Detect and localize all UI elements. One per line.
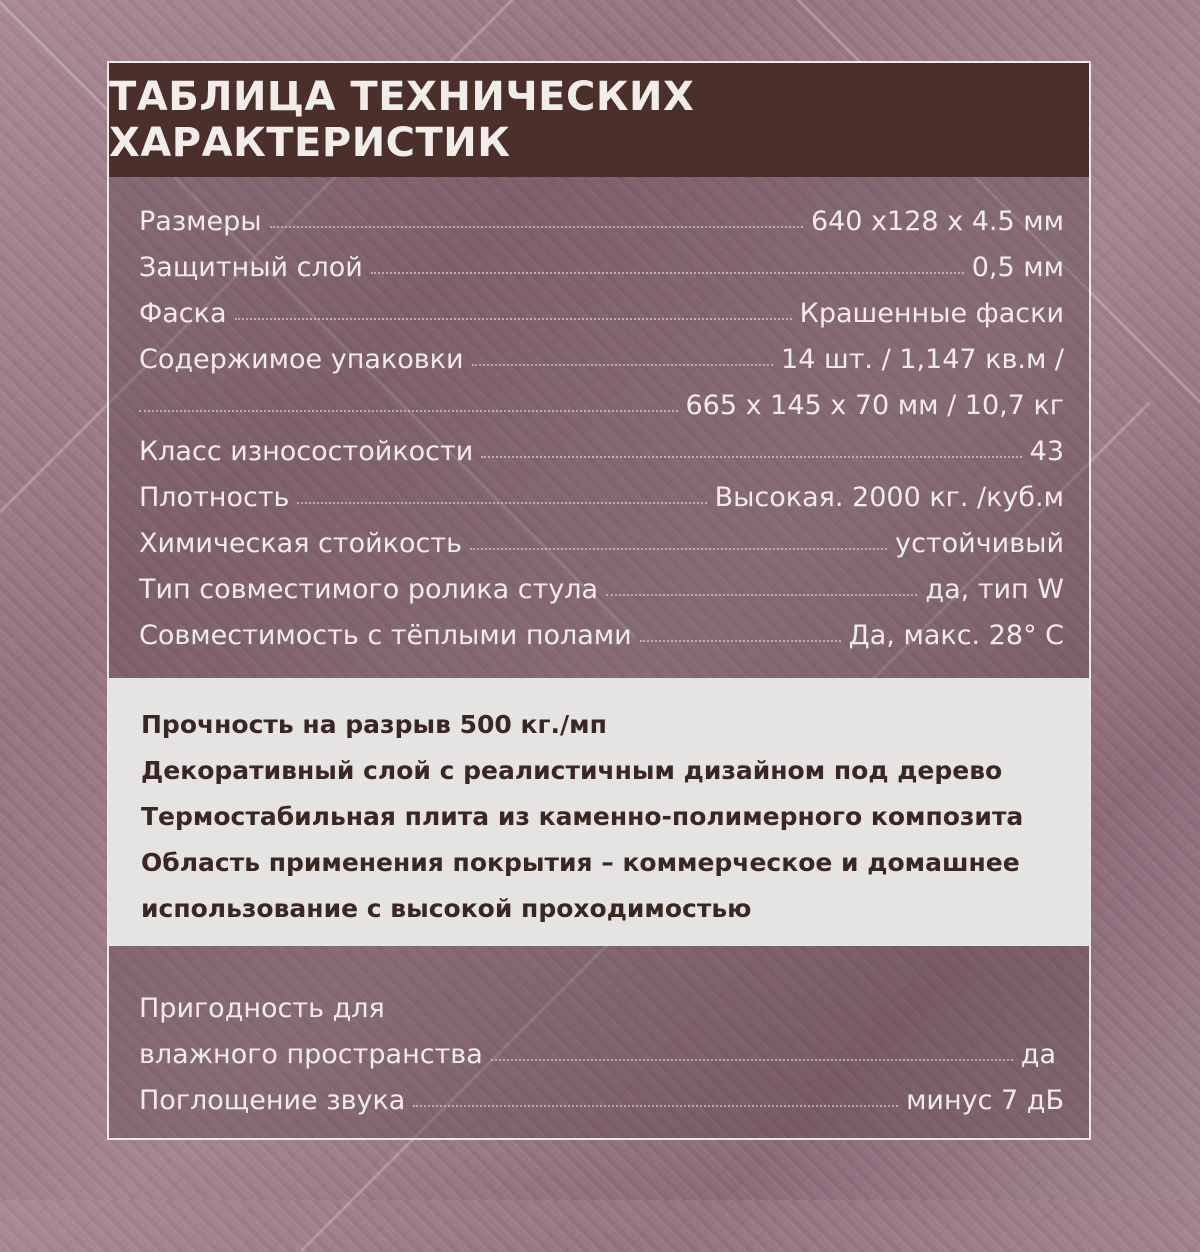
- dot-leader: [139, 410, 678, 412]
- spec-list: [139, 191, 1064, 651]
- dot-leader: [606, 594, 917, 596]
- spec-value: Крашенные фаски: [799, 298, 1064, 329]
- page-title: ТАБЛИЦА ТЕХНИЧЕСКИХ ХАРАКТЕРИСТИК: [109, 63, 1089, 177]
- spec-row: [139, 513, 1064, 559]
- spec-value: да: [1020, 1039, 1056, 1070]
- spec-value: устойчивый: [895, 528, 1064, 559]
- feature-line: Декоративный слой с реалистичным дизайном под дерево: [141, 756, 1003, 785]
- spec-value: минус 7 дБ: [906, 1085, 1064, 1116]
- spec-row: [139, 329, 1064, 375]
- spec-value: 14 шт. / 1,147 кв.м /: [781, 344, 1064, 375]
- spec-row: [139, 421, 1064, 467]
- spec-row: [139, 191, 1064, 237]
- spec-row: [139, 467, 1064, 513]
- spec-label: Размеры: [139, 206, 262, 237]
- spec-value: 640 x128 x 4.5 мм: [810, 206, 1064, 237]
- spec-value: 0,5 мм: [971, 252, 1064, 283]
- spec-row: [139, 283, 1064, 329]
- spec-label: Класс износостойкости: [139, 436, 474, 467]
- spec-value: Высокая. 2000 кг. /куб.м: [714, 482, 1064, 513]
- dot-leader: [481, 456, 1021, 458]
- feature-line: использование с высокой проходимостью: [141, 894, 752, 923]
- extra-specs: [139, 978, 1064, 1116]
- spec-label: Совместимость с тёплыми полами: [139, 620, 632, 651]
- dot-leader: [491, 1059, 1013, 1061]
- spec-label: Фаска: [139, 298, 227, 329]
- dot-leader: [297, 502, 706, 504]
- spec-row: [139, 1070, 1064, 1116]
- spec-label: Химическая стойкость: [139, 528, 462, 559]
- feature-line: Область применения покрытия – коммерческое и домашнее: [141, 848, 1020, 877]
- spec-row: [139, 237, 1064, 283]
- spec-label: Плотность: [139, 482, 290, 513]
- dot-leader: [640, 640, 841, 642]
- spec-label: Пригодность для: [139, 993, 385, 1024]
- spec-label: Поглощение звука: [139, 1085, 406, 1116]
- spec-row: [139, 375, 1064, 421]
- spec-label: Тип совместимого ролика стула: [139, 574, 599, 605]
- spec-value: 665 x 145 x 70 мм / 10,7 кг: [685, 390, 1064, 421]
- dot-leader: [472, 364, 774, 366]
- dot-leader: [470, 548, 887, 550]
- spec-label: Содержимое упаковки: [139, 344, 464, 375]
- spec-row: [139, 978, 1064, 1024]
- spec-label: Защитный слой: [139, 252, 363, 283]
- spec-value: 43: [1029, 436, 1064, 467]
- dot-leader: [371, 272, 964, 274]
- spec-row: [139, 1024, 1064, 1070]
- spec-panel: [107, 61, 1091, 1140]
- feature-line: Термостабильная плита из каменно-полимерного композита: [141, 802, 1024, 831]
- spec-value: Да, макс. 28° С: [848, 620, 1064, 651]
- dot-leader: [235, 318, 792, 320]
- features-box: [109, 678, 1089, 946]
- spec-row: [139, 605, 1064, 651]
- dot-leader: [270, 226, 803, 228]
- spec-label: влажного пространства: [139, 1039, 483, 1070]
- dot-leader: [413, 1105, 898, 1107]
- feature-line: Прочность на разрыв 500 кг./мп: [141, 710, 607, 739]
- spec-row: [139, 559, 1064, 605]
- spec-value: да, тип W: [925, 574, 1064, 605]
